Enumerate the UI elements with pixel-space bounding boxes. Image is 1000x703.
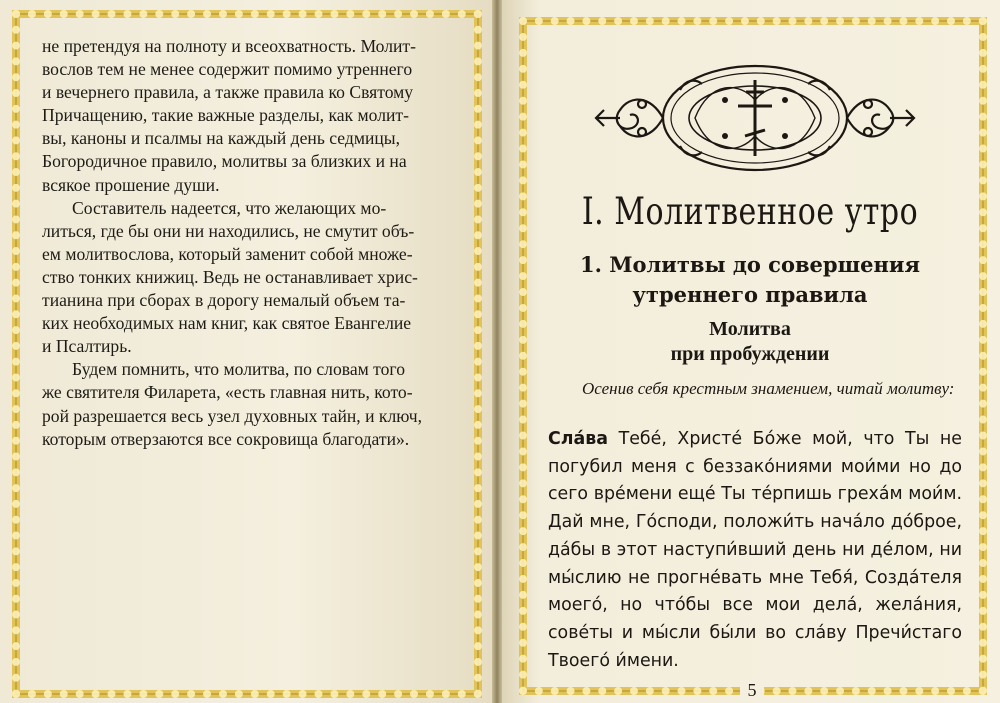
left-line: ем молитвослова, который заменит собой множе-	[42, 243, 413, 264]
left-line: вы, каноны и псалмы на каждый день седмицы,	[42, 128, 401, 149]
prayer-title-line: Молитва	[709, 318, 791, 340]
prayer-title	[600, 317, 900, 367]
left-line: всякое прошение души.	[42, 174, 220, 195]
chapter-title: I. Молитвенное утро	[581, 190, 919, 234]
page-number: 5	[740, 680, 764, 701]
section-title-line: 1. Молитвы до совершения	[580, 252, 920, 277]
left-line: Будем помнить, что молитва, по словам того	[72, 359, 406, 380]
left-line: Богородичное правило, молитвы за близких и на	[42, 151, 407, 172]
prayer-instruction: Осенив себя крестным знамением, читай молитву:	[582, 379, 955, 398]
prayer-first-word: Сла́ва	[548, 429, 608, 449]
prayer-title-line: при пробуждении	[670, 343, 830, 365]
left-line: и Псалтирь.	[42, 336, 132, 357]
left-line: вослов тем не менее содержит помимо утреннего	[42, 59, 413, 80]
prayer-text	[548, 426, 962, 675]
left-page-text	[42, 35, 454, 451]
left-page	[0, 0, 494, 703]
left-line: которым отверзаются все сокровища благодати».	[42, 428, 410, 449]
left-line: рой разрешается весь узел духовных тайн, и ключ,	[42, 405, 422, 426]
orthodox-cross-ornament-icon	[590, 60, 920, 176]
prayer-body: Тебе́, Христе́ Бо́же мой, что Ты не погубил меня с беззако́ниями мои́ми но до сего вре́мени еще́ Ты те́рпишь греха́м мои́м. Дай мне, Го́споди, положи́ть нача́ло до́брое, да́бы в этот наступи́вший день ни де́лом, ни мы́слию не прогне́вать мне Тебя́, Созда́теля моего́, но что́бы все мои дела́, жела́ния, сове́ты и мы́сли бы́ли во сла́ву Пречи́стаго Твоего́ и́мени.	[548, 429, 962, 671]
left-line: ство тонких книжиц. Ведь не останавливает хрис-	[42, 266, 418, 287]
left-line: не претендуя на полноту и всеохватность. Молит-	[42, 36, 416, 56]
left-line: Составитель надеется, что желающих мо-	[72, 197, 387, 218]
section-title	[560, 250, 940, 310]
section-title-line: утреннего правила	[632, 282, 868, 307]
left-line: и вечернего правила, а также правила ко Святому	[42, 82, 414, 103]
left-line: литься, где бы они ни находились, не смутит объ-	[42, 220, 415, 241]
left-line: же святителя Филарета, «есть главная нить, кото-	[42, 382, 413, 403]
left-line: ких необходимых нам книг, как святое Евангелие	[42, 313, 412, 334]
left-line: Причащению, такие важные разделы, как молит-	[42, 105, 409, 126]
left-line: тианина при сборах в дорогу немалый объем та-	[42, 290, 406, 311]
book-gutter	[492, 0, 502, 703]
